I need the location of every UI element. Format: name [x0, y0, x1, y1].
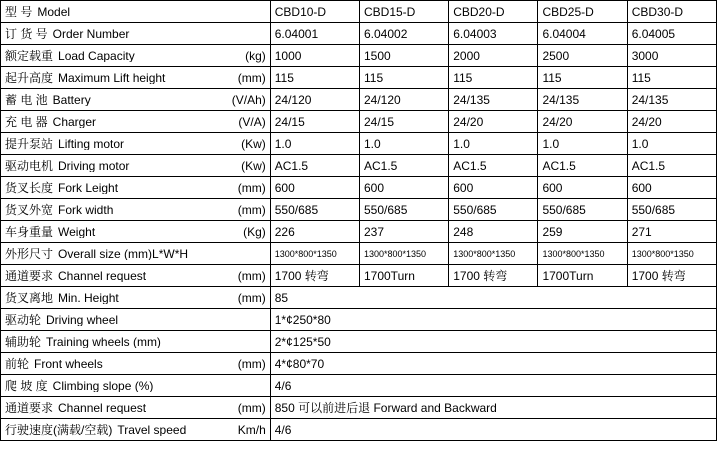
row-label-cell	[1, 309, 271, 331]
row-label-cell	[1, 375, 271, 397]
row-label-en: Channel request	[58, 401, 147, 414]
row-label-unit: (mm)	[237, 290, 266, 305]
row-value-merged: 4*¢80*70	[270, 353, 716, 375]
row-label-cell	[1, 353, 271, 375]
row-value-cell: 1.0	[538, 133, 627, 155]
row-value-cell: 550/685	[627, 199, 716, 221]
table-body	[1, 1, 717, 441]
row-label-cell	[1, 155, 271, 177]
row-value-cell: 24/135	[538, 89, 627, 111]
row-value-cell: 24/15	[270, 111, 359, 133]
row-label-en: Fork Leight	[58, 181, 119, 194]
row-value-cell: AC1.5	[538, 155, 627, 177]
row-value-cell: 6.04001	[270, 23, 359, 45]
table-row	[1, 375, 717, 397]
row-value-cell: AC1.5	[449, 155, 538, 177]
row-label-cn: 充 电 器	[5, 114, 48, 129]
row-value-cell: 1700 转弯	[449, 265, 538, 287]
row-value-cell: 24/20	[449, 111, 538, 133]
row-value-merged: 85	[270, 287, 716, 309]
row-value-cell: 24/20	[627, 111, 716, 133]
row-label-cn: 辅助轮	[5, 334, 42, 349]
row-value-cell: 226	[270, 221, 359, 243]
header-label-en: Model	[37, 5, 71, 18]
row-value-merged: 4/6	[270, 375, 716, 397]
row-label-cn: 货叉长度	[5, 180, 54, 195]
row-label-cn: 通道要求	[5, 268, 54, 283]
header-col-5: CBD30-D	[627, 1, 716, 23]
row-label-cell	[1, 133, 271, 155]
row-label-en: Charger	[52, 115, 97, 128]
row-label-cell	[1, 331, 271, 353]
row-label-en: Min. Height	[58, 291, 119, 304]
row-label-cn: 蓄 电 池	[5, 92, 48, 107]
row-label-unit: (V/Ah)	[231, 92, 266, 107]
row-value-cell: 1.0	[359, 133, 448, 155]
table-row	[1, 177, 717, 199]
row-value-cell: 1300*800*1350	[538, 243, 627, 265]
row-label-en: Driving motor	[58, 159, 130, 172]
row-value-cell: 115	[538, 67, 627, 89]
row-value-cell: 2000	[449, 45, 538, 67]
row-label-cell	[1, 89, 271, 111]
row-label-cn: 驱动电机	[5, 158, 54, 173]
row-value-cell: 6.04005	[627, 23, 716, 45]
table-row	[1, 199, 717, 221]
row-value-cell: 1700 转弯	[627, 265, 716, 287]
row-value-cell: 248	[449, 221, 538, 243]
row-value-cell: 6.04003	[449, 23, 538, 45]
row-label-en: Training wheels (mm)	[46, 335, 161, 348]
row-value-cell: 24/135	[627, 89, 716, 111]
row-value-merged: 1*¢250*80	[270, 309, 716, 331]
row-value-cell: 600	[359, 177, 448, 199]
row-value-cell: 24/20	[538, 111, 627, 133]
row-label-cn: 通道要求	[5, 400, 54, 415]
table-row	[1, 111, 717, 133]
row-label-cn: 提升泵站	[5, 136, 54, 151]
row-label-cn: 额定载重	[5, 48, 54, 63]
row-label-unit: (V/A)	[238, 114, 266, 129]
table-header-row	[1, 1, 717, 23]
row-label-cell	[1, 199, 271, 221]
row-value-cell: 115	[627, 67, 716, 89]
table-row	[1, 331, 717, 353]
row-label-en: Channel request	[58, 269, 147, 282]
row-value-cell: 600	[270, 177, 359, 199]
row-value-cell: 600	[627, 177, 716, 199]
row-label-en: Front wheels	[34, 357, 103, 370]
header-col-1: CBD10-D	[270, 1, 359, 23]
row-label-en: Maximum Lift height	[58, 71, 166, 84]
table-row	[1, 221, 717, 243]
row-value-cell: AC1.5	[627, 155, 716, 177]
row-value-cell: 6.04004	[538, 23, 627, 45]
row-value-cell: 1500	[359, 45, 448, 67]
header-col-4: CBD25-D	[538, 1, 627, 23]
table-row	[1, 419, 717, 441]
row-label-en: Load Capacity	[58, 49, 135, 62]
row-label-unit: (Kg)	[243, 224, 266, 239]
row-label-en: Travel speed	[117, 423, 187, 436]
row-label-unit: (mm)	[237, 400, 266, 415]
row-label-cn: 订 货 号	[5, 26, 48, 41]
row-label-en: Climbing slope (%)	[52, 379, 154, 392]
table-row	[1, 45, 717, 67]
row-value-cell: 1700 转弯	[270, 265, 359, 287]
table-row	[1, 155, 717, 177]
row-label-cell	[1, 419, 271, 441]
row-label-cell	[1, 67, 271, 89]
row-label-en: Order Number	[52, 27, 130, 40]
row-value-cell: 3000	[627, 45, 716, 67]
table-row	[1, 397, 717, 419]
row-label-unit: (mm)	[237, 356, 266, 371]
row-value-cell: 24/15	[359, 111, 448, 133]
row-value-merged: 850 可以前进后退 Forward and Backward	[270, 397, 716, 419]
row-value-cell: 600	[449, 177, 538, 199]
row-label-cell	[1, 397, 271, 419]
row-value-cell: 1.0	[627, 133, 716, 155]
row-value-cell: 24/135	[449, 89, 538, 111]
row-label-en: Battery	[52, 93, 91, 106]
row-value-cell: 1300*800*1350	[359, 243, 448, 265]
row-label-unit: (Kw)	[241, 158, 266, 173]
row-label-cn: 车身重量	[5, 224, 54, 239]
table-row	[1, 133, 717, 155]
header-col-3: CBD20-D	[449, 1, 538, 23]
header-label-cn: 型 号	[5, 4, 33, 19]
row-label-en: Lifting motor	[58, 137, 125, 150]
row-label-unit: (kg)	[245, 48, 266, 63]
row-value-cell: 550/685	[359, 199, 448, 221]
row-label-cell	[1, 265, 271, 287]
row-label-unit: Km/h	[237, 422, 266, 437]
row-label-unit: (Kw)	[241, 136, 266, 151]
row-value-cell: 24/120	[270, 89, 359, 111]
row-value-cell: 1300*800*1350	[270, 243, 359, 265]
row-label-en: Weight	[58, 225, 96, 238]
table-row	[1, 353, 717, 375]
row-value-cell: 600	[538, 177, 627, 199]
row-label-cn: 起升高度	[5, 70, 54, 85]
row-value-cell: AC1.5	[270, 155, 359, 177]
table-row	[1, 89, 717, 111]
row-label-cn: 行驶速度(满载/空载)	[5, 422, 113, 437]
row-label-cell	[1, 111, 271, 133]
row-value-cell: 6.04002	[359, 23, 448, 45]
row-value-cell: 1.0	[449, 133, 538, 155]
row-label-cn: 爬 坡 度	[5, 378, 48, 393]
row-value-cell: 550/685	[270, 199, 359, 221]
table-row	[1, 309, 717, 331]
row-value-cell: 237	[359, 221, 448, 243]
row-label-cn: 货叉离地	[5, 290, 54, 305]
row-value-cell: 550/685	[538, 199, 627, 221]
row-value-cell: 1000	[270, 45, 359, 67]
row-label-unit: (mm)	[237, 268, 266, 283]
header-label-cell	[1, 1, 271, 23]
row-label-unit: (mm)	[237, 70, 266, 85]
row-label-cell	[1, 287, 271, 309]
header-col-2: CBD15-D	[359, 1, 448, 23]
table-row	[1, 287, 717, 309]
row-label-en: Overall size (mm)L*W*H	[58, 247, 189, 260]
table-row	[1, 265, 717, 287]
row-label-cn: 外形尺寸	[5, 246, 54, 261]
row-value-cell: 259	[538, 221, 627, 243]
row-label-cell	[1, 177, 271, 199]
row-value-cell: 1700Turn	[359, 265, 448, 287]
row-label-unit: (mm)	[237, 180, 266, 195]
row-label-cn: 货叉外宽	[5, 202, 54, 217]
row-label-cell	[1, 221, 271, 243]
row-label-cell	[1, 45, 271, 67]
row-value-merged: 2*¢125*50	[270, 331, 716, 353]
row-value-cell: 271	[627, 221, 716, 243]
row-value-cell: 115	[449, 67, 538, 89]
row-label-cn: 驱动轮	[5, 312, 42, 327]
row-value-cell: 1700Turn	[538, 265, 627, 287]
row-value-cell: 115	[359, 67, 448, 89]
row-value-cell: 1300*800*1350	[627, 243, 716, 265]
table-row	[1, 23, 717, 45]
table-row	[1, 67, 717, 89]
row-value-cell: 1.0	[270, 133, 359, 155]
row-value-cell: 115	[270, 67, 359, 89]
row-label-en: Driving wheel	[46, 313, 119, 326]
row-label-cell	[1, 23, 271, 45]
row-label-cell	[1, 243, 271, 265]
table-row	[1, 243, 717, 265]
row-label-en: Fork width	[58, 203, 114, 216]
row-value-cell: 550/685	[449, 199, 538, 221]
row-value-cell: AC1.5	[359, 155, 448, 177]
row-value-cell: 1300*800*1350	[449, 243, 538, 265]
row-value-cell: 24/120	[359, 89, 448, 111]
row-label-unit: (mm)	[237, 202, 266, 217]
row-label-cn: 前轮	[5, 356, 30, 371]
row-value-merged: 4/6	[270, 419, 716, 441]
row-value-cell: 2500	[538, 45, 627, 67]
